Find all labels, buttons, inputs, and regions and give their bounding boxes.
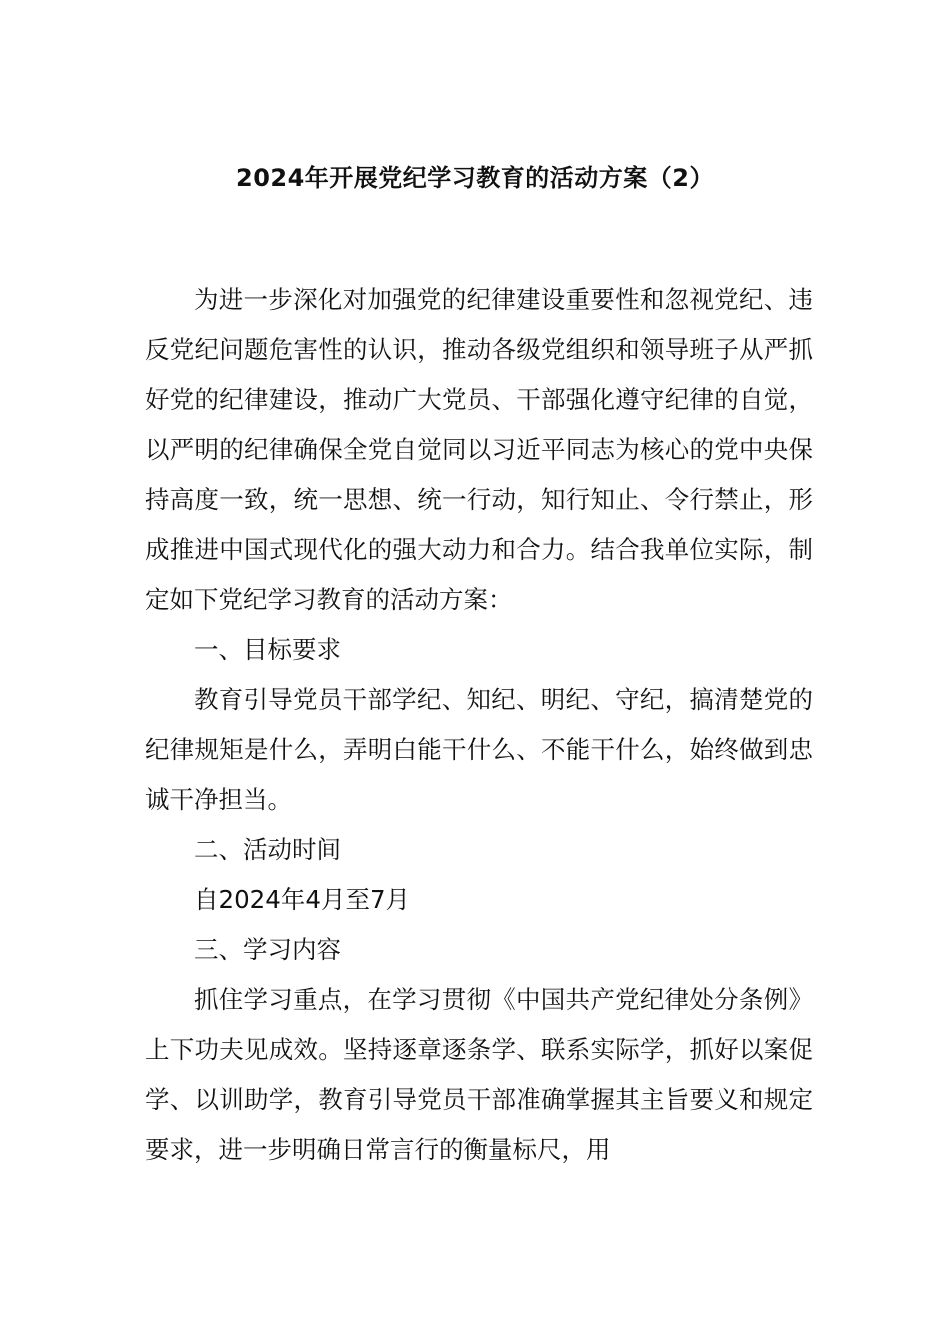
document-title: 2024年开展党纪学习教育的活动方案（2） [236, 164, 714, 192]
paragraph-content: 抓住学习重点，在学习贯彻《中国共产党纪律处分条例》上下功夫见成效。坚持逐章逐条学、联系实际学，抓好以案促学、以训助学，教育引导党员干部准确掌握其主旨要义和规定要求，进一步明确日常言行的衡量标尺，用 [145, 985, 813, 1164]
section-heading-content: 三、学习内容 [194, 935, 341, 964]
paragraph-goals: 教育引导党员干部学纪、知纪、明纪、守纪，搞清楚党的纪律规矩是什么，弄明白能干什么、不能干什么，始终做到忠诚干净担当。 [145, 685, 813, 814]
section-heading-goals: 一、目标要求 [194, 635, 341, 664]
paragraph-intro: 为进一步深化对加强党的纪律建设重要性和忽视党纪、违反党纪问题危害性的认识，推动各级党组织和领导班子从严抓好党的纪律建设，推动广大党员、干部强化遵守纪律的自觉，以严明的纪律确保全党自觉同以习近平同志为核心的党中央保持高度一致，统一思想、统一行动，知行知止、令行禁止，形成推进中国式现代化的强大动力和合力。结合我单位实际，制定如下党纪学习教育的活动方案： [145, 285, 813, 614]
document-body [145, 275, 813, 1175]
paragraph-time: 自2024年4月至7月 [194, 885, 411, 914]
section-heading-time: 二、活动时间 [194, 835, 341, 864]
